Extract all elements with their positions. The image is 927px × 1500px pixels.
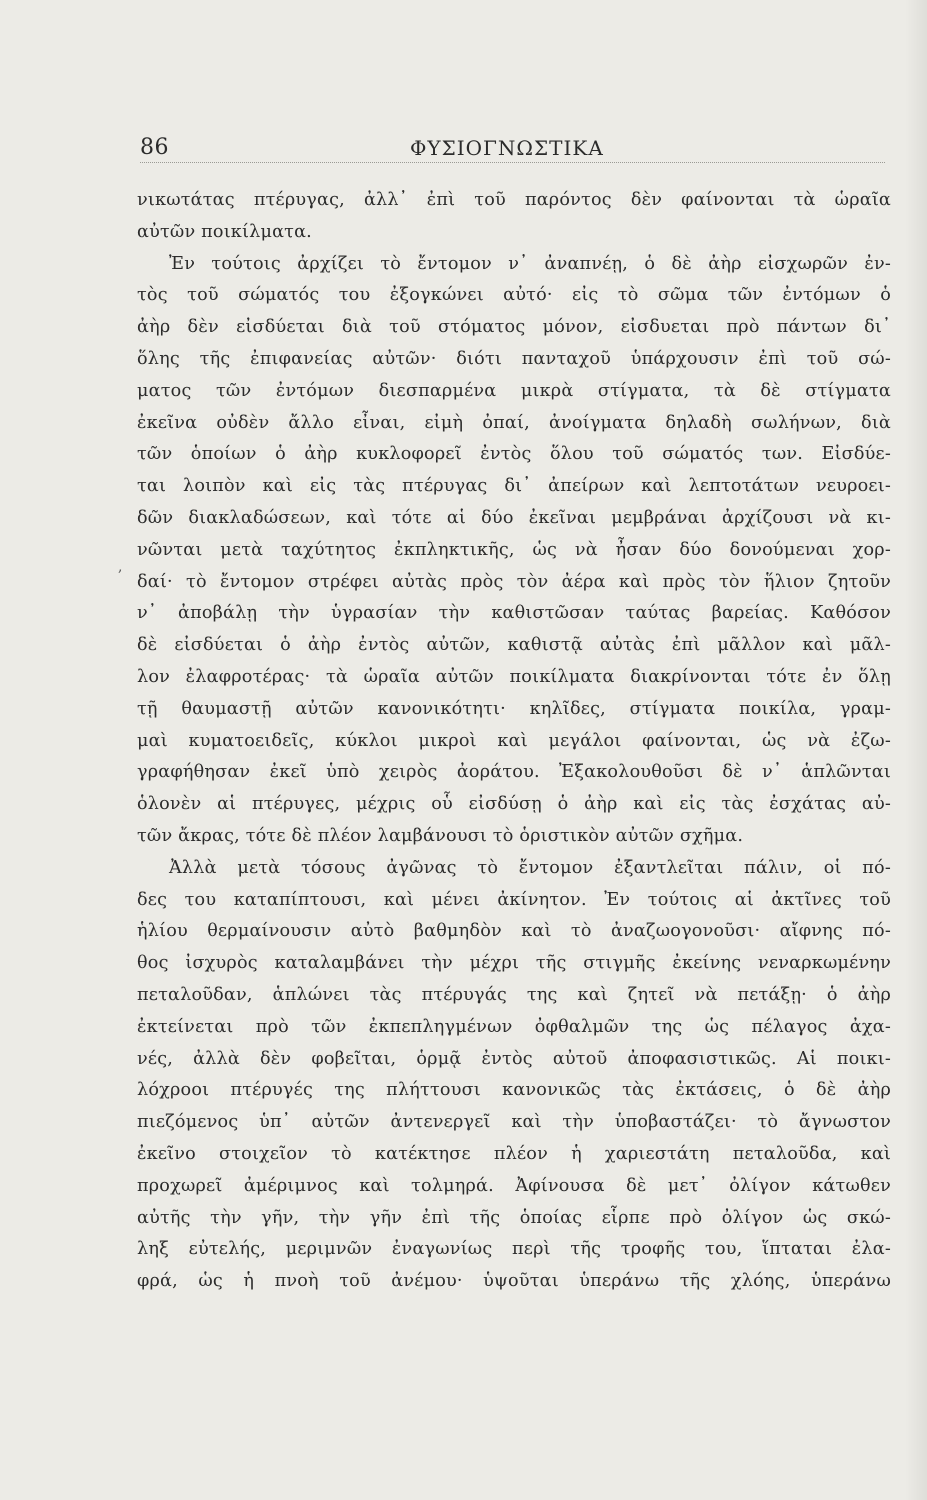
text-line: ἐκτείνεται πρὸ τῶν ἐκπεπληγμένων ὀφθαλμῶν της ὡς πέλαγος ἀχα-	[137, 1016, 891, 1037]
text-line: γραφήθησαν ἐκεῖ ὑπὸ χειρὸς ἀοράτου. Ἐξακολουθοῦσι δὲ ν᾽ ἁπλῶνται	[137, 762, 891, 783]
text-line: ται λοιπὸν καὶ εἰς τὰς πτέρυγας δι᾽ ἀπείρων καὶ λεπτοτάτων νευροει-	[137, 476, 891, 497]
text-line: νῶνται μετὰ ταχύτητος ἐκπληκτικῆς, ὡς νὰ ἦσαν δύο δονούμεναι χορ-	[137, 539, 891, 560]
header-rule	[140, 162, 885, 163]
running-title: ΦΥΣΙΟΓΝΩΣΤΙΚΑ	[410, 136, 604, 160]
text-line: δὲ εἰσδύεται ὁ ἀὴρ ἐντὸς αὐτῶν, καθιστᾷ αὐτὰς ἐπὶ μᾶλλον καὶ μᾶλ-	[137, 635, 891, 656]
text-line: αὐτῆς τὴν γῆν, τὴν γῆν ἐπὶ τῆς ὁποίας εἷρπε πρὸ ὀλίγον ὡς σκώ-	[137, 1207, 891, 1228]
page-number: 86	[140, 135, 169, 160]
text-line: νές, ἀλλὰ δὲν φοβεῖται, ὁρμᾷ ἐντὸς αὐτοῦ ἀποφασιστικῶς. Αἱ ποικι-	[137, 1048, 891, 1069]
text-line: Ἀλλὰ μετὰ τόσους ἀγῶνας τὸ ἔντομον ἐξαντλεῖται πάλιν, οἱ πό-	[169, 857, 891, 878]
page-edge-shadow	[905, 0, 927, 1500]
text-line: τῇ θαυμαστῇ αὐτῶν κανονικότητι· κηλῖδες, στίγματα ποικίλα, γραμ-	[137, 698, 891, 719]
text-line: πεταλοῦδαν, ἁπλώνει τὰς πτέρυγάς της καὶ ζητεῖ νὰ πετάξῃ· ὁ ἀὴρ	[137, 984, 891, 1005]
text-line: ἐκεῖνα οὐδὲν ἄλλο εἶναι, εἰμὴ ὀπαί, ἀνοίγματα δηλαδὴ σωλήνων, διὰ	[137, 412, 891, 433]
text-line: δαί· τὸ ἔντομον στρέφει αὐτὰς πρὸς τὸν ἀέρα καὶ πρὸς τὸν ἥλιον ζητοῦν	[137, 571, 891, 592]
text-line: μαὶ κυματοειδεῖς, κύκλοι μικροὶ καὶ μεγάλοι φαίνονται, ὡς νὰ ἐζω-	[137, 730, 891, 751]
text-line: θος ἰσχυρὸς καταλαμβάνει τὴν μέχρι τῆς στιγμῆς ἐκείνης νεναρκωμένην	[137, 953, 891, 974]
text-line: τὸς τοῦ σώματός του ἐξογκώνει αὐτό· εἰς τὸ σῶμα τῶν ἐντόμων ὁ	[137, 285, 891, 306]
text-line: πιεζόμενος ὑπ᾽ αὐτῶν ἀντενεργεῖ καὶ τὴν ὑποβαστάζει· τὸ ἄγνωστον	[137, 1112, 891, 1133]
text-line: ἡλίου θερμαίνουσιν αὐτὸ βαθμηδὸν καὶ τὸ ἀναζωογονοῦσι· αἴφνης πό-	[137, 921, 891, 942]
text-line: προχωρεῖ ἀμέριμνος καὶ τολμηρά. Ἀφίνουσα δὲ μετ᾽ ὀλίγον κάτωθεν	[137, 1175, 891, 1196]
text-line: φρά, ὡς ἡ πνοὴ τοῦ ἀνέμου· ὑψοῦται ὑπεράνω τῆς χλόης, ὑπεράνω	[137, 1271, 891, 1292]
text-line: ἀὴρ δὲν εἰσδύεται διὰ τοῦ στόματος μόνον, εἰσδυεται πρὸ πάντων δι᾽	[137, 317, 891, 338]
text-line: δῶν διακλαδώσεων, καὶ τότε αἱ δύο ἐκεῖναι μεμβράναι ἀρχίζουσι νὰ κι-	[137, 507, 891, 528]
text-line: τῶν ὁποίων ὁ ἀὴρ κυκλοφορεῖ ἐντὸς ὅλου τοῦ σώματός των. Εἰσδύε-	[137, 444, 891, 465]
text-line: τῶν ἄκρας, τότε δὲ πλέον λαμβάνουσι τὸ ὁριστικὸν αὐτῶν σχῆμα.	[137, 825, 744, 846]
text-line: ὁλονὲν αἱ πτέρυγες, μέχρις οὗ εἰσδύσῃ ὁ ἀὴρ καὶ εἰς τὰς ἐσχάτας αὐ-	[137, 794, 891, 815]
text-line: ἐκεῖνο στοιχεῖον τὸ κατέκτησε πλέον ἡ χαριεστάτη πεταλοῦδα, καὶ	[137, 1143, 891, 1164]
text-line: ὅλης τῆς ἐπιφανείας αὐτῶν· διότι πανταχοῦ ὑπάρχουσιν ἐπὶ τοῦ σώ-	[137, 348, 891, 369]
margin-mark: ,	[118, 559, 123, 575]
text-line: λόχροοι πτέρυγές της πλήττουσι κανονικῶς τὰς ἐκτάσεις, ὁ δὲ ἀὴρ	[137, 1080, 891, 1101]
page-header	[140, 134, 885, 164]
text-line: ματος τῶν ἐντόμων διεσπαρμένα μικρὰ στίγματα, τὰ δὲ στίγματα	[137, 380, 891, 401]
body-text	[137, 185, 891, 1298]
text-line: λον ἐλαφροτέρας· τὰ ὡραῖα αὐτῶν ποικίλματα διακρίνονται τότε ἐν ὅλῃ	[137, 666, 891, 687]
text-line: ληξ εὐτελής, μεριμνῶν ἐναγωνίως περὶ τῆς τροφῆς του, ἵπταται ἐλα-	[137, 1239, 891, 1260]
text-line: Ἐν τούτοις ἀρχίζει τὸ ἔντομον ν᾽ ἀναπνέῃ, ὁ δὲ ἀὴρ εἰσχωρῶν ἐν-	[169, 253, 891, 274]
text-line: νικωτάτας πτέρυγας, ἀλλ᾽ ἐπὶ τοῦ παρόντος δὲν φαίνονται τὰ ὡραῖα	[137, 190, 891, 210]
text-line: δες του καταπίπτουσι, καὶ μένει ἀκίνητον. Ἐν τούτοις αἱ ἀκτῖνες τοῦ	[137, 889, 891, 910]
text-line: αὐτῶν ποικίλματα.	[137, 221, 312, 242]
text-line: ν᾽ ἀποβάλῃ τὴν ὑγρασίαν τὴν καθιστῶσαν ταύτας βαρείας. Καθόσον	[137, 603, 891, 624]
